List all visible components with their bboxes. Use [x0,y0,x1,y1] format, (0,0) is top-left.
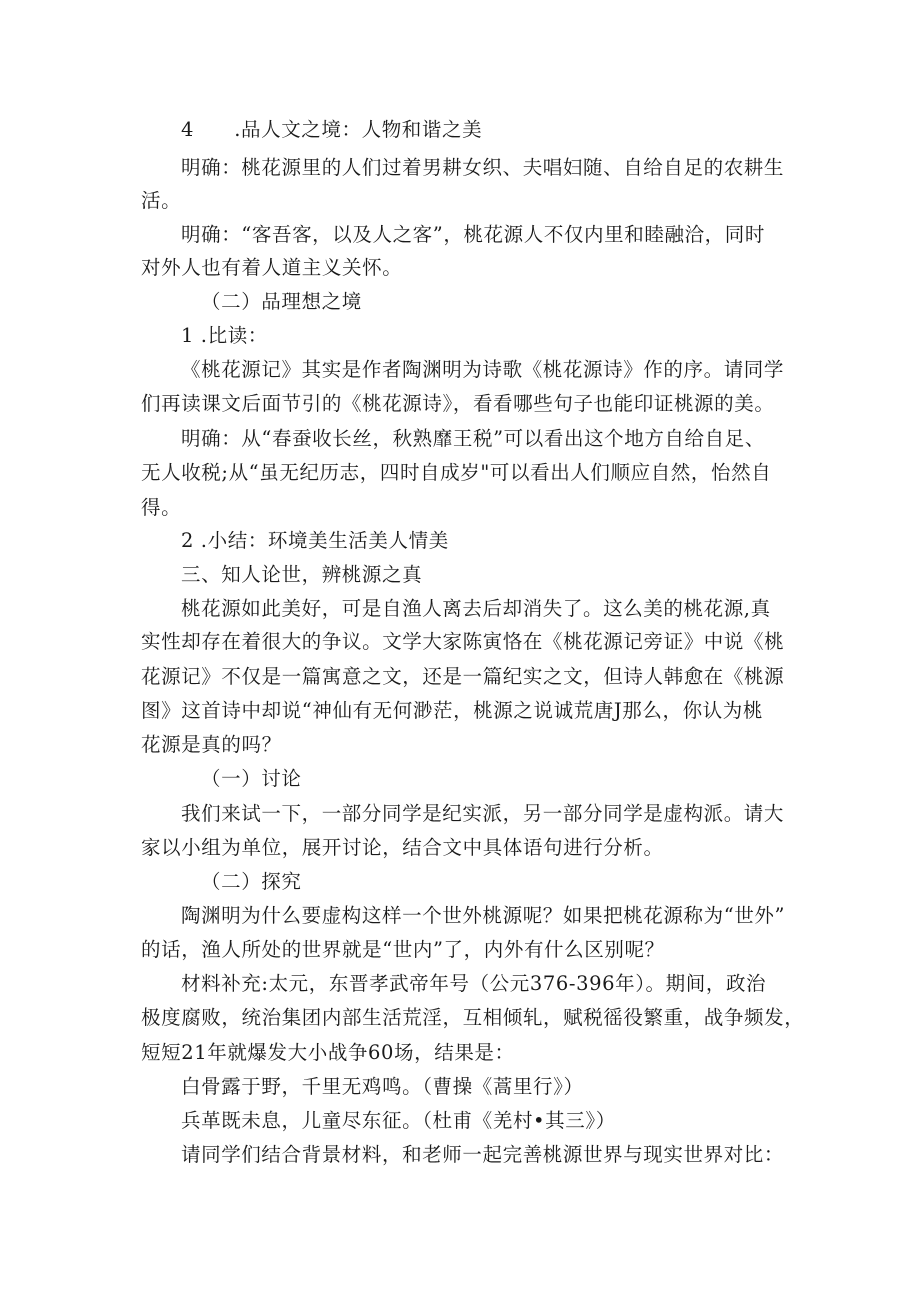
section-heading-4: 4 .品人文之境：人物和谐之美 [181,118,483,141]
paragraph-line: 明确：从“春蚕收长丝，秋熟靡王税”可以看出这个地方自给自足、 [181,427,765,450]
section-heading: 三、知人论世，辨桃源之真 [181,563,423,586]
paragraph-line: 明确：“客吾客，以及人之客”，桃花源人不仅内里和睦融洽，同时 [181,223,765,246]
quotation-line: 兵革既未息，儿童尽东征。（杜甫《羌村•其三》） [181,1109,616,1132]
paragraph-line: 们再读课文后面节引的《桃花源诗》，看看哪些句子也能印证桃源的美。 [141,392,775,415]
paragraph-line: 家以小组为单位，展开讨论，结合文中具体语句进行分析。 [141,836,664,859]
paragraph-line: 我们来试一下，一部分同学是纪实派，另一部分同学是虚构派。请大 [181,802,785,825]
quotation-line: 白骨露于野，千里无鸡鸣。（曹操《蒿里行》） [181,1075,584,1098]
paragraph-line: 《桃花源记》其实是作者陶渊明为诗歌《桃花源诗》作的序。请同学 [181,358,785,381]
paragraph-line: 陶渊明为什么要虚构这样一个世外桃源呢？如果把桃花源称为“世外” [181,904,786,927]
paragraph-line: 活。 [141,189,182,212]
paragraph-line: 的话，渔人所处的世界就是“世内”了，内外有什么区别呢？ [141,938,665,961]
paragraph-line: 对外人也有着人道主义关怀。 [141,256,403,279]
paragraph-line: 明确：桃花源里的人们过着男耕女织、夫唱妇随、自给自足的农耕生 [181,156,785,179]
paragraph-line: 得。 [141,496,182,519]
subsection-heading: （一）讨论 [201,767,302,790]
item-heading: 1 .比读： [181,324,268,347]
paragraph-line: 花源是真的吗？ [141,733,282,756]
paragraph-line: 无人收税;从“虽无纪历志，四时自成岁"可以看出人们顺应自然，怡然自 [141,461,772,484]
paragraph-line: 实性却存在着很大的争议。文学大家陈寅恪在《桃花源记旁证》中说《桃 [141,630,785,653]
paragraph-line: 短短21年就爆发大小战争60场，结果是： [141,1041,515,1064]
item-heading: 2 .小结：环境美生活美人情美 [181,529,449,552]
paragraph-line: 花源记》不仅是一篇寓意之文，还是一篇纪实之文，但诗人韩愈在《桃源 [141,665,785,688]
subsection-heading: （二）品理想之境 [201,290,362,313]
paragraph-line: 桃花源如此美好，可是自渔人离去后却消失了。这么美的桃花源,真 [181,597,771,620]
paragraph-line: 极度腐败，统治集团内部生活荒淫，互相倾轧，赋税徭役繁重，战争频发， [141,1006,805,1029]
paragraph-line: 材料补充:太元，东晋孝武帝年号（公元376-396年）。期间，政治 [181,972,767,995]
paragraph-line: 图》这首诗中却说“神仙有无何渺茫，桃源之说诚荒唐J那么，你认为桃 [141,699,763,722]
subsection-heading: （二）探究 [201,870,302,893]
paragraph-line: 请同学们结合背景材料，和老师一起完善桃源世界与现实世界对比： [181,1143,785,1166]
